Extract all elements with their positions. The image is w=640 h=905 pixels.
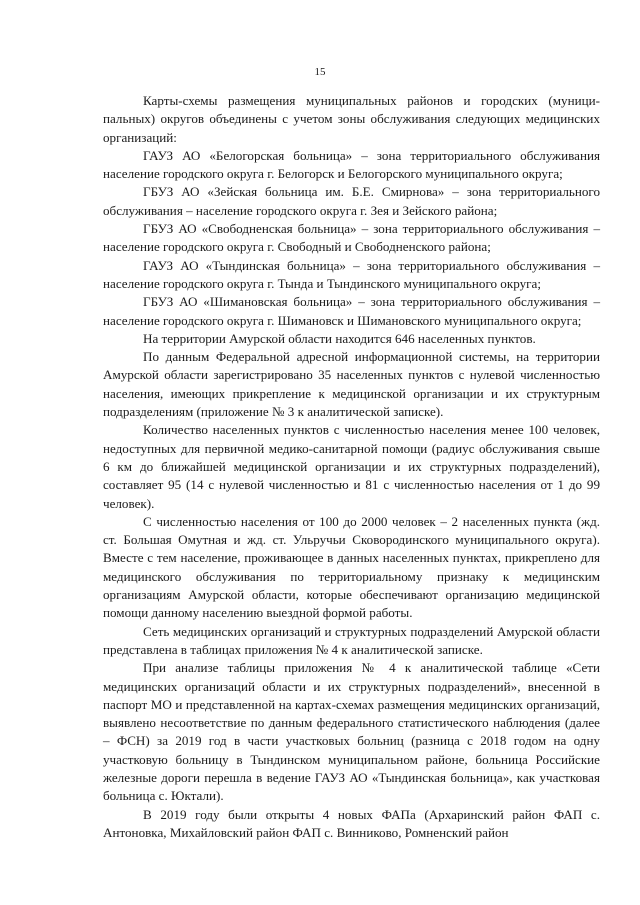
paragraph-settlements-total: На территории Амурской области находится 646 населенных пунктов. (143, 330, 536, 346)
paragraph-new-fap: В 2019 году были открыты 4 новых ФАПа (Архаринский район ФАП с. Антоновка, Михайловский район ФАП с. Винниково, Ромненский район (103, 806, 600, 840)
paragraph-zeya: ГБУЗ АО «Зейская больница им. Б.Е. Смирнова» – зона территориального обслуживания – население городского округа г. Зея и Зейского района; (103, 184, 600, 218)
paragraph-mid-size-settlements: С численностью населения от 100 до 2000 человек – 2 населенных пункта (жд. ст. Большая Омутная и жд. ст. Ульручьи Сковородинского муниципального округа). Вместе с тем население, проживающее в данных населенных пунктах, прикреплено для медицинского обслуживания по территориальному признаку к медицинским организациям Амурской области, которые обеспечивают организацию медицинской помощи данному населению выездной формой работы. (103, 513, 600, 621)
paragraph-svobodny: ГБУЗ АО «Свободненская больница» – зона территориального обслуживания – население городского округа г. Свободный и Свободненского района; (103, 221, 600, 255)
paragraph-analysis: При анализе таблицы приложения № 4 к аналитической таблице «Сети медицинских организаций области и их структурных подразделений», внесенной в паспорт МО и представленной на картах-схемах размещения медицинских организаций, выявлено несоответствие по данным федерального статистического наблюдения (далее – ФСН) за 2019 год в части участковых больниц (разница с 2018 годом на одну участковую больницу в Тындинском муниципальном районе, больница Российские железные дороги перешла в ведение ГАУЗ АО «Тындинская больница», как участковая больница с. Юктали). (103, 660, 600, 804)
paragraph-shimanovsk: ГБУЗ АО «Шимановская больница» – зона территориального обслуживания – население городского округа г. Шимановск и Шимановского муниципального округа; (103, 294, 600, 328)
paragraph-belogorsk: ГАУЗ АО «Белогорская больница» – зона территориального обслуживания население городского округа г. Белогорск и Белогорского муниципального округа; (103, 147, 600, 182)
paragraph-fias-data: По данным Федеральной адресной информационной системы, на территории Амурской области зарегистрировано 35 населенных пунктов с нулевой численностью населения, имеющих прикрепление к медицинской организации и их структурным подразделениям (приложение № 3 к аналитической записке). (103, 349, 600, 420)
paragraph-network: Сеть медицинских организаций и структурных подразделений Амурской области представлена в таблицах приложения № 4 к аналитической записке. (103, 623, 600, 657)
page-number: 15 (314, 66, 326, 78)
document-body (103, 92, 600, 842)
paragraph-tynda: ГАУЗ АО «Тындинская больница» – зона территориального обслуживания – население городского округа г. Тында и Тындинского муниципального округа; (103, 257, 600, 291)
paragraph-intro: Карты-схемы размещения муниципальных районов и городских (муниципальных) округов объединены с учетом зоны обслуживания следующих медицинских организаций: (103, 93, 600, 145)
paragraph-inaccessible-settlements: Количество населенных пунктов с численностью населения менее 100 человек, недоступных для первичной медико-санитарной помощи (радиус обслуживания свыше 6 км до ближайшей медицинской организации и их структурных подразделений), составляет 95 (14 с нулевой численностью и 81 с численностью населения от 1 до 99 человек). (103, 422, 600, 511)
